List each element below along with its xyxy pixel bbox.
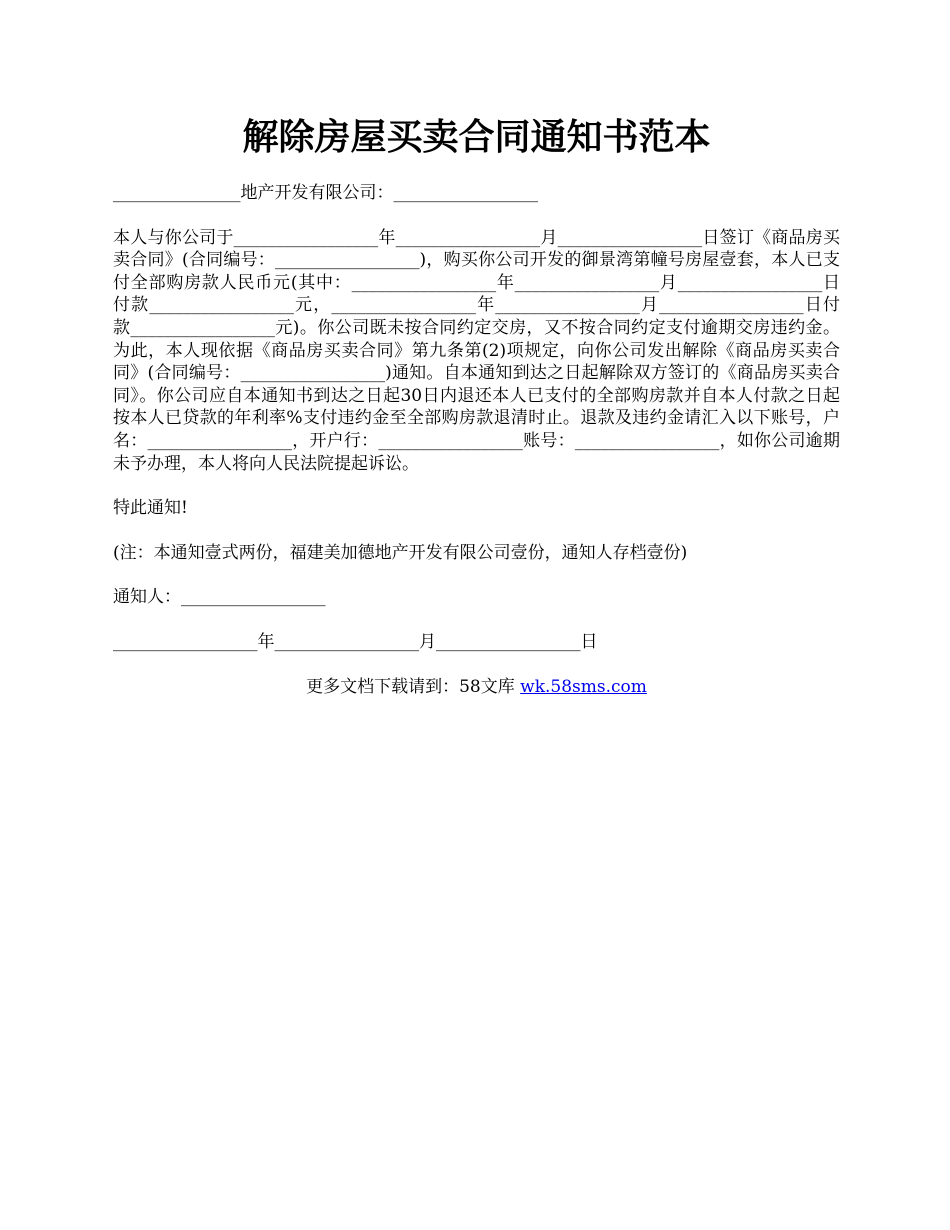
footer-link[interactable]: wk.58sms.com — [520, 676, 647, 697]
notice-body: 本人与你公司于_________________年_________________月_________________日签订《商品房买卖合同》(合同编号：_________________)，购买你公司开发的御景湾第幢号房屋壹套，本人已支付全部购房款人民币元(其中：_________________年_________________月_________________日付款_________________元，_________________年_________________月_________________日付款_________________元)。你公司既未按合同约定交房，又不按合同约定支付逾期交房违约金。为此，本人现依据《商品房买卖合同》第九条第(2)项规定，向你公司发出解除《商品房买卖合同》(合同编号：_________________)通知。自本通知到达之日起解除双方签订的《商品房买卖合同》。你公司应自本通知书到达之日起30日内退还本人已支付的全部购房款并自本人付款之日起按本人已贷款的年利率%支付违约金至全部购房款退清时止。退款及违约金请汇入以下账号，户名：_________________，开户行：_________________账号：_________________，如你公司逾期未予办理，本人将向人民法院提起诉讼。 — [113, 227, 840, 474]
notifier-line: 通知人：_________________ — [113, 587, 326, 608]
document-page — [113, 112, 840, 698]
addressee-line: _______________地产开发有限公司：_________________ — [113, 183, 538, 203]
footer — [113, 676, 840, 699]
copies-note: (注：本通知壹式两份，福建美加德地产开发有限公司壹份，通知人存档壹份) — [113, 542, 688, 563]
document-title: 解除房屋买卖合同通知书范本 — [242, 116, 711, 158]
closing-line: 特此通知! — [113, 498, 188, 519]
date-line: _________________年_________________月_________________日 — [113, 631, 598, 652]
footer-text: 更多文档下载请到：58文库 — [306, 676, 521, 697]
